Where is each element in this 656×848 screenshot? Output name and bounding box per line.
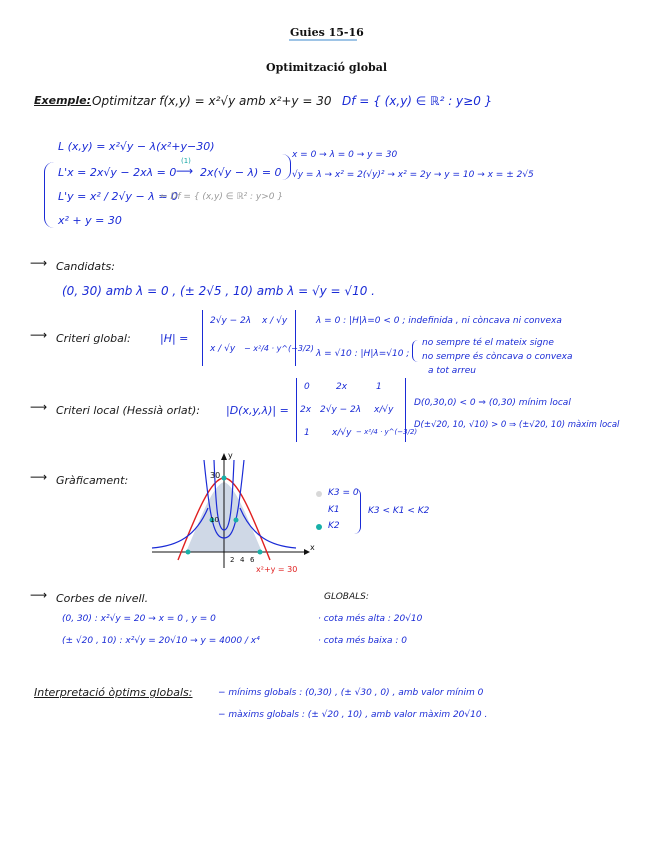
- matrix-cell: x / √y: [262, 316, 288, 326]
- bullet-arrow-icon: ⟶: [30, 400, 48, 414]
- branch-brace: [282, 154, 291, 180]
- candidate-point: [186, 550, 191, 555]
- global-minima: − mínims globals : (0,30) , (± √30 , 0) , amb valor mínim 0: [218, 688, 484, 698]
- global-note-everywhere: a tot arreu: [428, 366, 476, 376]
- global-criterion-label: Criteri global:: [56, 332, 131, 345]
- eq-partial-y: L'y = x² / 2√y − λ = 0: [58, 190, 178, 203]
- page-title: Guies 15-16: [290, 26, 364, 39]
- bullet-arrow-icon: ⟶: [30, 328, 48, 342]
- example-domain: Df = { (x,y) ∈ ℝ² : y≥0 }: [342, 94, 493, 108]
- matrix-cell: 2√y − 2λ: [320, 405, 362, 415]
- matrix-cell: − x²/4 · y^(−3/2): [356, 428, 418, 436]
- graph-figure: [148, 450, 320, 576]
- x-tick: 2: [230, 556, 235, 564]
- eq-partial-x: L'x = 2x√y − 2xλ = 0: [58, 166, 177, 179]
- globals-bottom: · cota més baixa : 0: [318, 636, 407, 646]
- graph-label: Gràficament:: [56, 474, 129, 487]
- y-tick-30: 30: [210, 471, 221, 480]
- candidate-point: [258, 550, 263, 555]
- matrix-cell: x/√y: [374, 405, 394, 415]
- global-maxima: − màxims globals : (± √20 , 10) , amb valor màxim 20√10 .: [218, 710, 488, 720]
- legend-k1: K1: [328, 505, 340, 515]
- x-tick: 6: [250, 556, 255, 564]
- domain-note: ⇐ Df = { (x,y) ∈ ℝ² : y>0 }: [160, 192, 284, 202]
- candidates-label: Candidats:: [56, 260, 115, 273]
- matrix-cell: 1: [304, 428, 310, 438]
- legend-order: K3 < K1 < K2: [368, 506, 430, 516]
- level-curve-max: (± √20 , 10) : x²√y = 20√10 → y = 4000 / x⁴: [62, 636, 260, 646]
- bordered-hessian-label: |D(x,y,λ)| =: [226, 404, 289, 417]
- bullet-arrow-icon: ⟶: [30, 588, 48, 602]
- result-brace: [412, 340, 419, 362]
- interpretation-label: Interpretació òptims globals:: [34, 686, 193, 699]
- lagrangian: L (x,y) = x²√y − λ(x²+y−30): [58, 140, 215, 153]
- bullet-arrow-icon: ⟶: [30, 470, 48, 484]
- matrix-cell: 2x: [336, 382, 348, 392]
- candidate-point: [234, 518, 239, 523]
- matrix-cell: x / √y: [210, 344, 236, 354]
- matrix-cell: 2√y − 2λ: [210, 316, 252, 326]
- arrow-icon: ⟶: [176, 164, 194, 178]
- title-underline: [289, 39, 357, 41]
- matrix-cell: 1: [376, 382, 382, 392]
- legend-k3: K3 = 0: [328, 488, 359, 498]
- matrix-cell: 2x: [300, 405, 312, 415]
- y-tick-10: 10: [210, 516, 219, 524]
- example-statement: Optimitzar f(x,y) = x²√y amb x²+y = 30: [92, 94, 332, 108]
- legend-k2: K2: [328, 521, 340, 531]
- global-note-concavity: no sempre és còncava o convexa: [422, 352, 573, 362]
- level-curve-min: (0, 30) : x²√y = 20 → x = 0 , y = 0: [62, 614, 216, 624]
- global-result-lambda-sqrt10: λ = √10 : |H|λ=√10 ;: [316, 349, 410, 359]
- page-subtitle: Optimització global: [266, 61, 388, 74]
- legend-swatch-k3: [316, 491, 322, 497]
- local-criterion-label: Criteri local (Hessià orlat):: [56, 404, 200, 417]
- candidates-list: (0, 30) amb λ = 0 , (± 2√5 , 10) amb λ = √y = √10 .: [62, 284, 375, 298]
- x-axis-label: x: [310, 543, 315, 552]
- local-result-min: D(0,30,0) < 0 ⇒ (0,30) mínim local: [414, 398, 571, 408]
- x-tick: 4: [240, 556, 245, 564]
- local-result-max: D(±√20, 10, √10) > 0 ⇒ (±√20, 10) màxim local: [414, 420, 620, 430]
- system-brace: [44, 162, 57, 228]
- branch-x-zero: x = 0 → λ = 0 → y = 30: [292, 150, 398, 160]
- constraint-label: x²+y = 30: [256, 565, 298, 574]
- globals-top: · cota més alta : 20√10: [318, 614, 423, 624]
- step-tag: (1): [181, 157, 191, 165]
- matrix-cell: − x²/4 · y^(−3/2): [244, 344, 314, 353]
- globals-label: GLOBALS:: [324, 592, 369, 602]
- level-curves-label: Corbes de nivell.: [56, 592, 149, 605]
- bullet-arrow-icon: ⟶: [30, 256, 48, 270]
- branch-sqrt-y: √y = λ → x² = 2(√y)² → x² = 2y → y = 10 → x = ± 2√5: [292, 170, 534, 180]
- eq-constraint: x² + y = 30: [58, 214, 122, 227]
- legend-swatch-k2: [316, 524, 322, 530]
- matrix-cell: 0: [304, 382, 310, 392]
- matrix-cell: x/√y: [332, 428, 352, 438]
- y-axis-label: y: [228, 451, 233, 460]
- global-note-sign: no sempre té el mateix signe: [422, 338, 554, 348]
- global-result-lambda0: λ = 0 : |H|λ=0 < 0 ; indefinida , ni còncava ni convexa: [316, 316, 562, 326]
- eq1-factored: 2x(√y − λ) = 0: [200, 166, 282, 179]
- legend-brace: [354, 488, 361, 534]
- candidate-point: [222, 476, 227, 481]
- hessian-label: |H| =: [160, 332, 189, 345]
- y-axis-arrow-icon: [221, 453, 227, 460]
- example-label: Exemple:: [34, 94, 92, 107]
